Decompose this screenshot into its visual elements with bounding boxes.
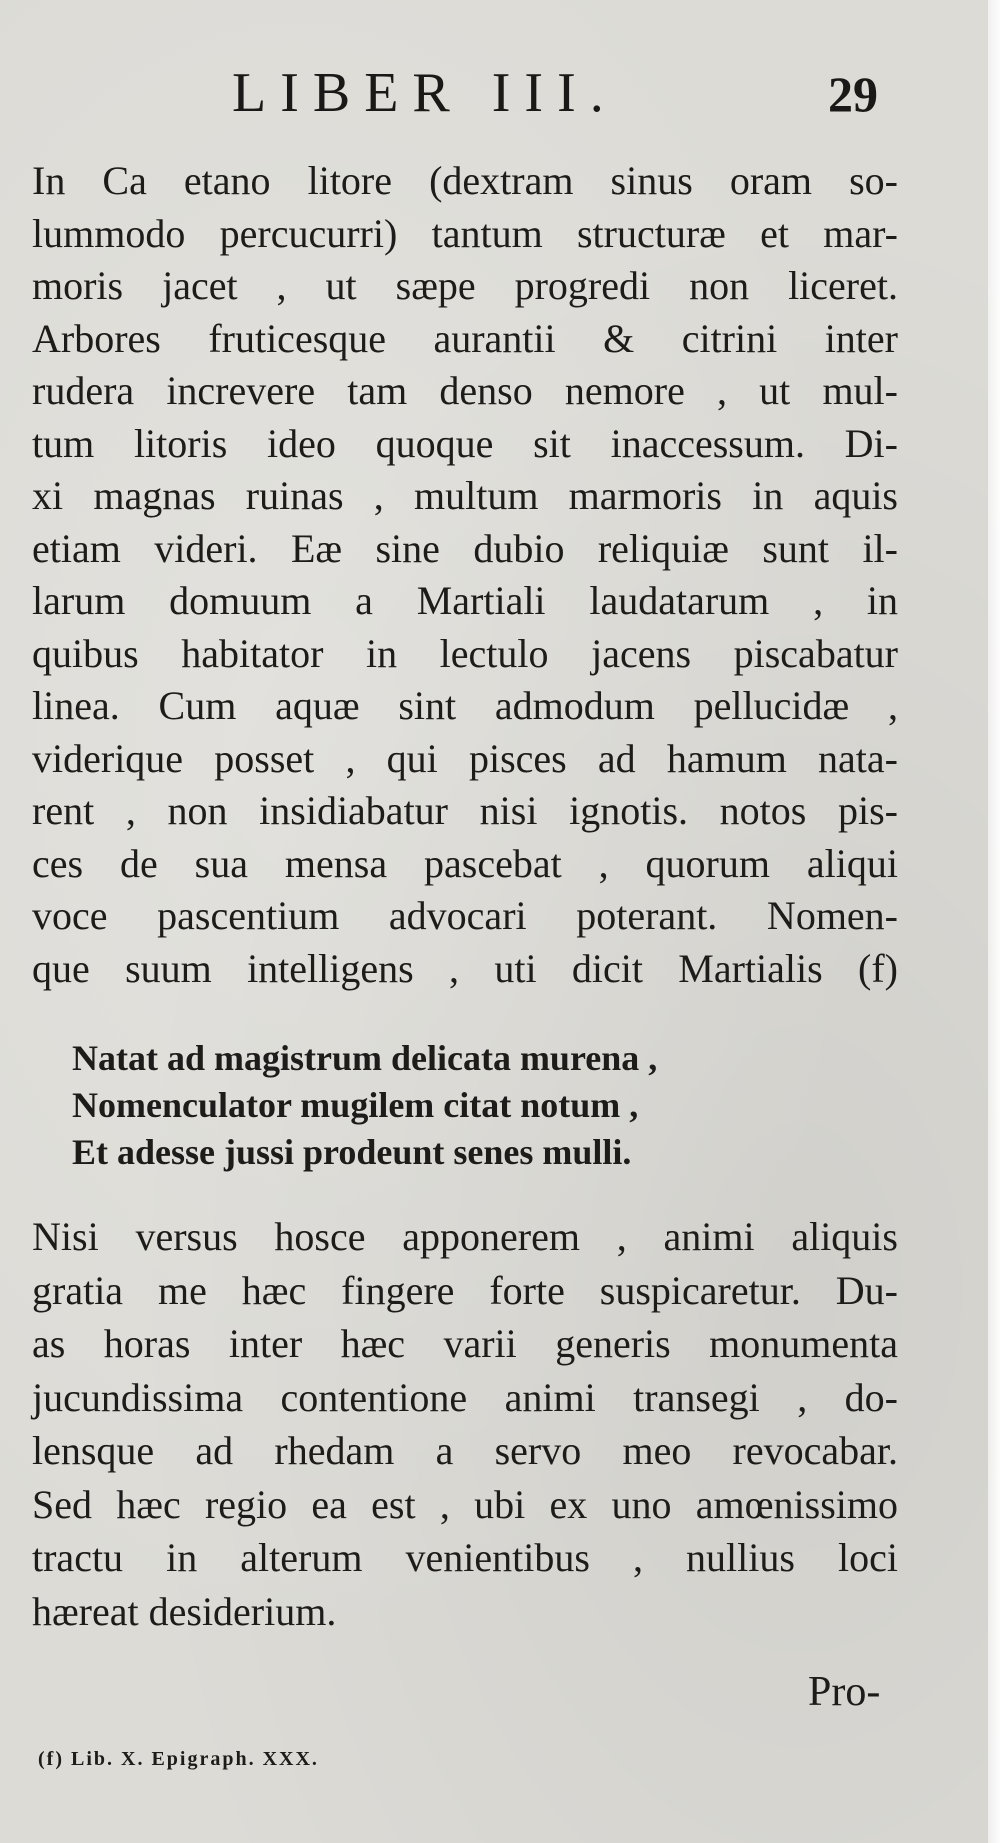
text-line: que suum intelligens , uti dicit Martialis (f) xyxy=(32,945,898,991)
text-line: moris jacet , ut sæpe progredi non liceret. xyxy=(32,263,898,308)
verse-line: Et adesse jussi prodeunt senes mulli. xyxy=(72,1132,632,1172)
text-line: Arbores fruticesque aurantii & citrini inter xyxy=(32,315,898,361)
text-line: quibus habitator in lectulo jacens piscabatur xyxy=(32,630,898,676)
paragraph-1 xyxy=(32,155,898,995)
text-line: hæreat desiderium. xyxy=(32,1588,337,1634)
text-line: voce pascentium advocari poterant. Nomen- xyxy=(32,893,898,938)
text-line: In Ca etano litore (dextram sinus oram so- xyxy=(32,158,898,203)
text-line: tractu in alterum venientibus , nullius loci xyxy=(32,1535,898,1580)
text-line: xi magnas ruinas , multum marmoris in aquis xyxy=(32,473,898,518)
text-line: tum litoris ideo quoque sit inaccessum. Di- xyxy=(32,420,898,466)
page-edge xyxy=(988,0,1000,1843)
text-line: lummodo percucurri) tantum structuræ et mar- xyxy=(32,210,898,256)
text-line: Sed hæc regio ea est , ubi ex uno amœnissimo xyxy=(32,1481,898,1527)
paragraph-2 xyxy=(32,1210,898,1638)
running-title: LIBER III. xyxy=(232,62,618,124)
page-number: 29 xyxy=(828,66,878,122)
footnote: (f) Lib. X. Epigraph. XXX. xyxy=(38,1748,319,1770)
catchword: Pro- xyxy=(808,1669,881,1715)
text-line: lensque ad rhedam a servo meo revocabar. xyxy=(32,1428,898,1473)
text-line: gratia me hæc fingere forte suspicaretur. Du- xyxy=(32,1267,898,1313)
text-line: linea. Cum aquæ sint admodum pellucidæ , xyxy=(32,683,898,728)
text-line: as horas inter hæc varii generis monumenta xyxy=(32,1321,898,1366)
page-header xyxy=(0,58,1000,128)
verse-line: Nomenculator mugilem citat notum , xyxy=(72,1085,639,1125)
text-line: Nisi versus hosce apponerem , animi aliquis xyxy=(32,1214,898,1259)
text-line: jucundissima contentione animi transegi , do- xyxy=(32,1374,898,1420)
verse-quotation xyxy=(72,1035,792,1176)
text-line: rudera increvere tam denso nemore , ut mul- xyxy=(32,368,898,413)
text-line: rent , non insidiabatur nisi ignotis. notos pis- xyxy=(32,788,898,833)
text-line: larum domuum a Martiali laudatarum , in xyxy=(32,578,898,623)
text-line: ces de sua mensa pascebat , quorum aliqui xyxy=(32,840,898,886)
verse-line: Natat ad magistrum delicata murena , xyxy=(72,1038,658,1078)
text-line: viderique posset , qui pisces ad hamum nata- xyxy=(32,735,898,781)
text-line: etiam videri. Eæ sine dubio reliquiæ sunt il- xyxy=(32,525,898,571)
